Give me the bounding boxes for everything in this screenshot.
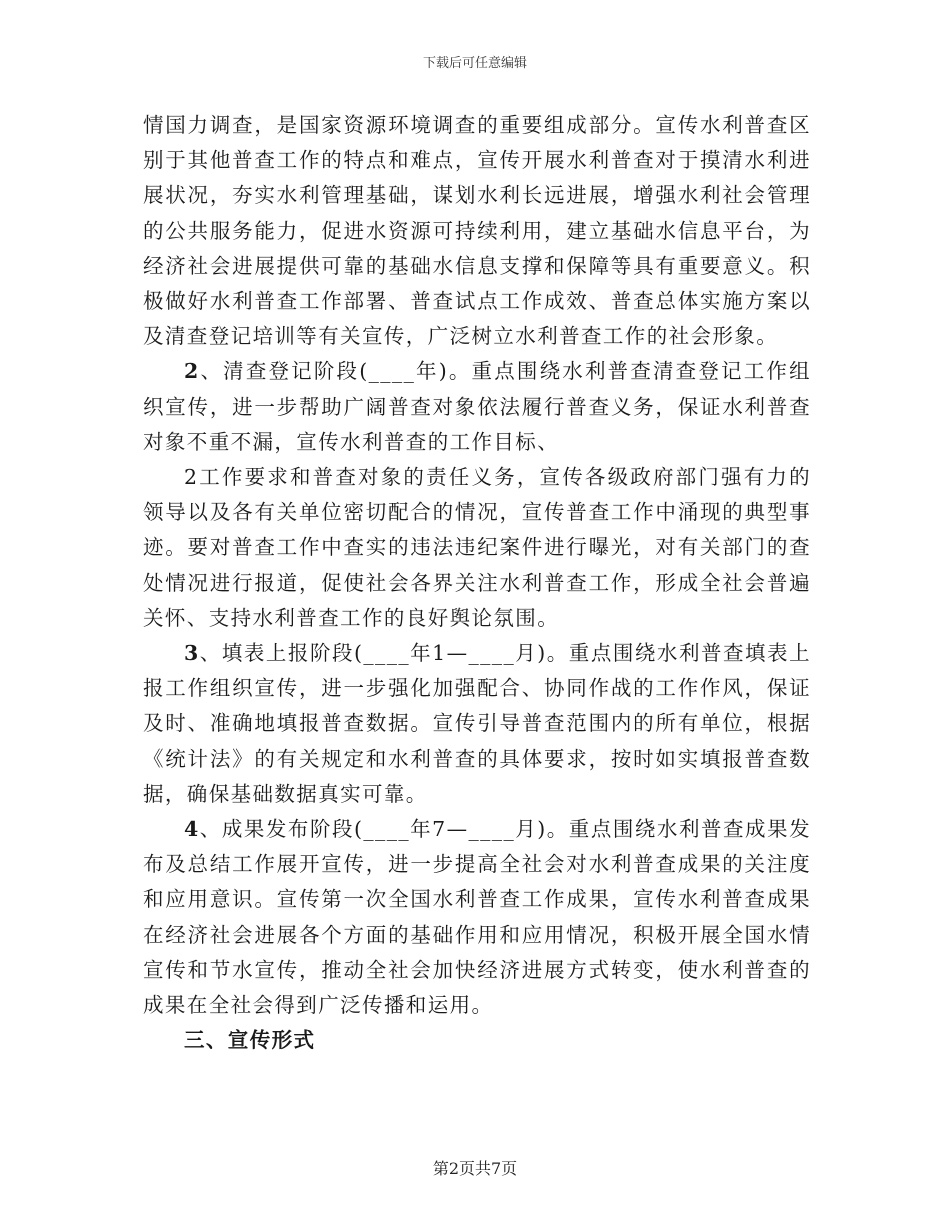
page-footer: 第2页共7页 <box>432 1159 518 1178</box>
section-heading: 三、宣传形式 <box>184 1028 316 1053</box>
paragraph-1-text: 情国力调查，是国家资源环境调查的重要组成部分。宣传水利普查区别于其他普查工作的特点和难点，宣传开展水利普查对于摸清水利进展状况，夯实水利管理基础，谋划水利长远进展，增强水利社会管理的公共服务能力，促进水资源可持续利用，建立基础水信息平台，为经济社会进展提供可靠的基础水信息支撑和保障等具有重要意义。积极做好水利普查工作部署、普查试点工作成效、普查总体实施方案以及清查登记培训等有关宣传，广泛树立水利普查工作的社会形象。 <box>143 113 811 349</box>
document-body <box>143 108 811 1058</box>
paragraph-5-text: 、成果发布阶段(____年7—____月)。重点围绕水利普查成果发布及总结工作展开宣传，进一步提高全社会对水利普查成果的关注度和应用意识。宣传第一次全国水利普查工作成果，宣传水利普查成果在经济社会进展各个方面的基础作用和应用情况，积极开展全国水情宣传和节水宣传，推动全社会加快经济进展方式转变，使水利普查的成果在全社会得到广泛传播和运用。 <box>143 817 811 1018</box>
paragraph-3-text: 2工作要求和普查对象的责任义务，宣传各级政府部门强有力的领导以及各有关单位密切配合的情况，宣传普查工作中涌现的典型事迹。要对普查工作中查实的违法违纪案件进行曝光，对有关部门的查处情况进行报道，促使社会各界关注水利普查工作，形成全社会普遍关怀、支持水利普查工作的良好舆论氛围。 <box>143 465 811 630</box>
paragraph-2-text: 、清查登记阶段(____年)。重点围绕水利普查清查登记工作组织宣传，进一步帮助广阔普查对象依法履行普查义务，保证水利普查对象不重不漏，宣传水利普查的工作目标、 <box>143 359 811 454</box>
paragraph-1 <box>143 108 811 354</box>
paragraph-4-text: 、填表上报阶段(____年1—____月)。重点围绕水利普查填表上报工作组织宣传，进一步强化加强配合、协同作战的工作作风，保证及时、准确地填报普查数据。宣传引导普查范围内的所有单位，根据《统计法》的有关规定和水利普查的具体要求，按时如实填报普查数据，确保基础数据真实可靠。 <box>143 641 811 806</box>
paragraph-3 <box>143 460 811 636</box>
paragraph-4 <box>143 636 811 812</box>
paragraph-2 <box>143 354 811 460</box>
paragraph-4-number: 3 <box>184 641 200 666</box>
paragraph-5-number: 4 <box>184 817 200 842</box>
page-header: 下载后可任意编辑 <box>422 56 527 71</box>
paragraph-2-number: 2 <box>184 359 200 384</box>
paragraph-5 <box>143 812 811 1023</box>
